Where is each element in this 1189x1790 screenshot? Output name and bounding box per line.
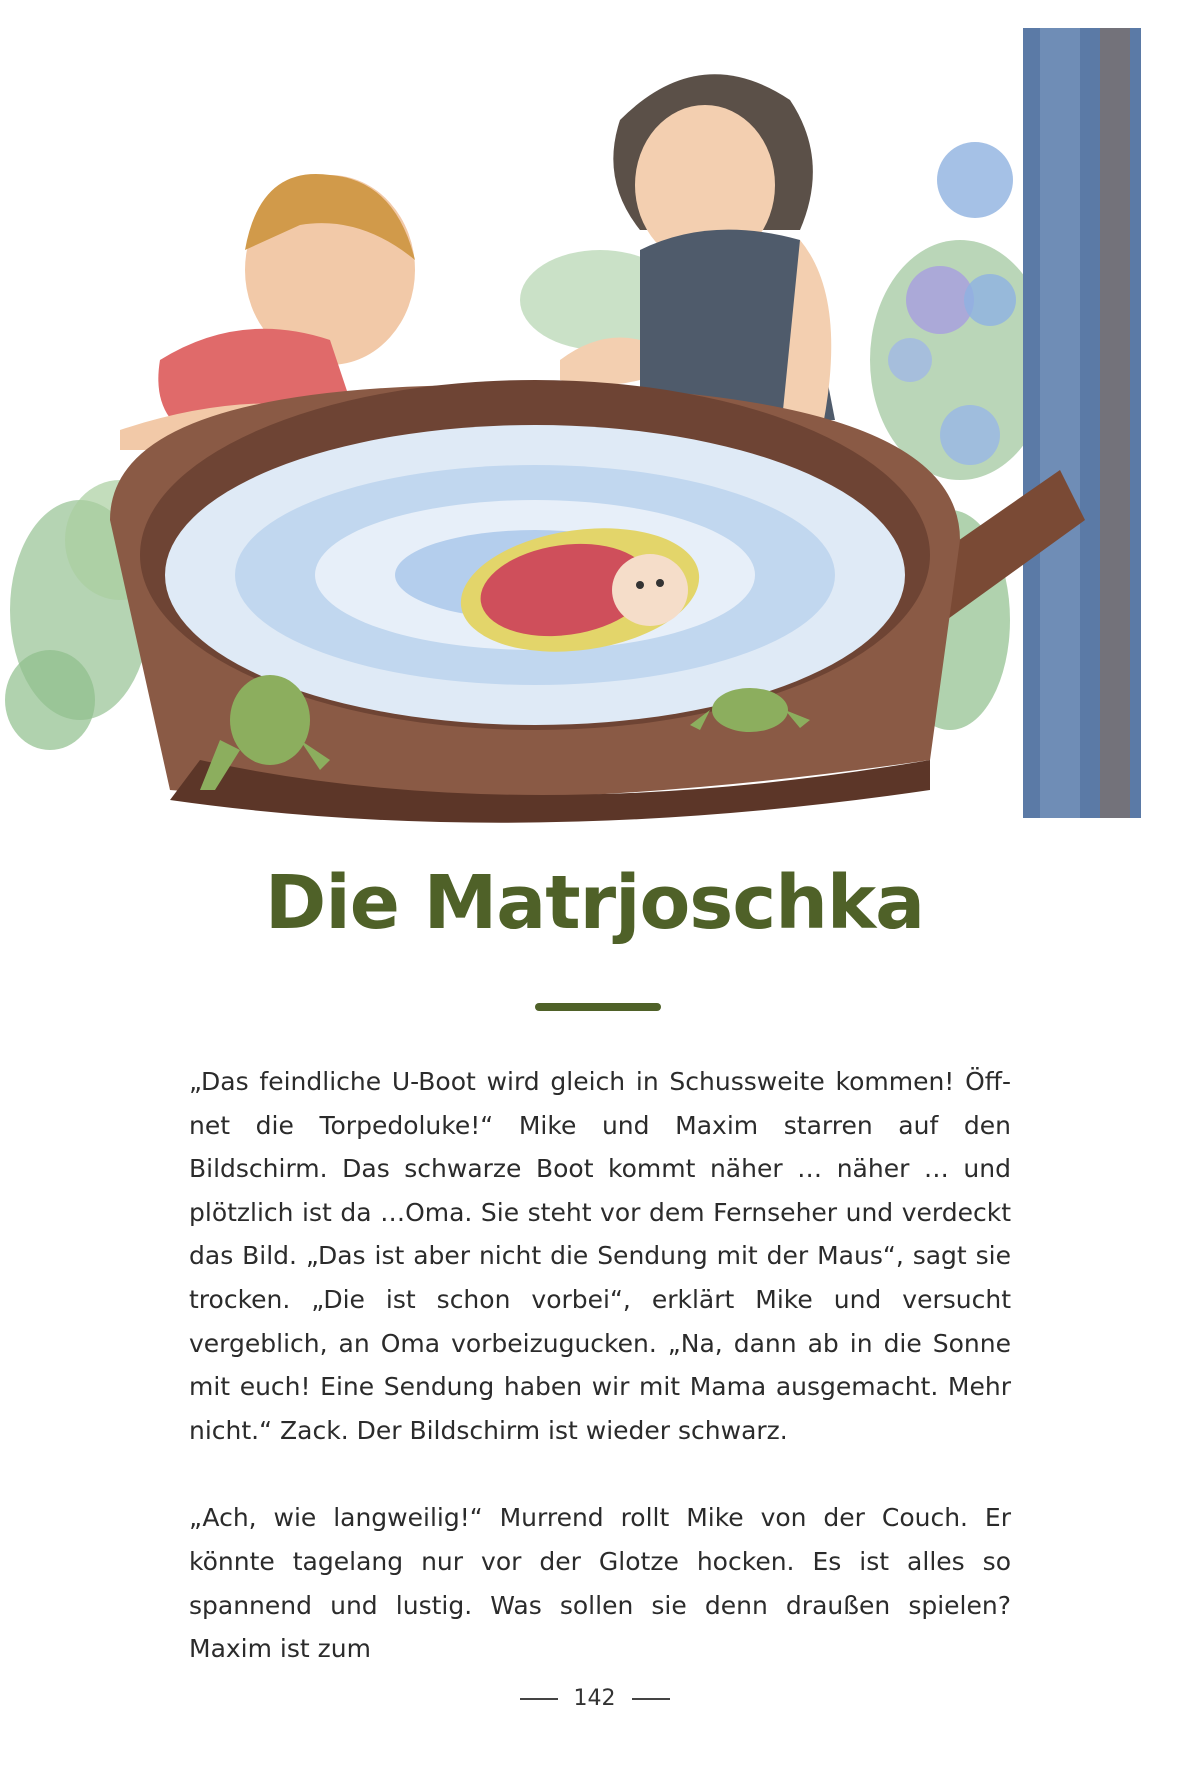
paragraph: „Das feindliche U-Boot wird gleich in Schussweite kommen! Öffnet die Torpedoluke!“ Mike und Maxim starren auf den Bildschirm. Das schwarze Boot kommt näher … näher … und plötzlich ist da …Oma. Sie steht vor dem Fernseher und verdeckt das Bild. „Das ist aber nicht die Sendung mit der Maus“, sagt sie trocken. „Die ist schon vorbei“, erklärt Mike und versucht vergeblich, an Oma vorbeizugucken. „Na, dann ab in die Sonne mit euch! Eine Sendung haben wir mit Mama ausgemacht. Mehr nicht.“ Zack. Der Bildschirm ist wieder schwarz.: [189, 1067, 1011, 1445]
paragraph: „Ach, wie langweilig!“ Murrend rollt Mike von der Couch. Er könnte tagelang nur vor der Glotze hocken. Es ist alles so spannend und lustig. Was sollen sie denn draußen spielen? Maxim ist zum: [189, 1503, 1011, 1664]
page-number: 142: [573, 1686, 616, 1711]
footer-dash-left: [520, 1698, 558, 1700]
story-text: [189, 1060, 1011, 1715]
illustration-rain-barrel: [0, 0, 1189, 830]
chapter-title: Die Matrjoschka: [264, 860, 925, 946]
page-footer: [0, 1686, 1189, 1711]
title-underline: [535, 1003, 661, 1011]
footer-dash-right: [632, 1698, 670, 1700]
